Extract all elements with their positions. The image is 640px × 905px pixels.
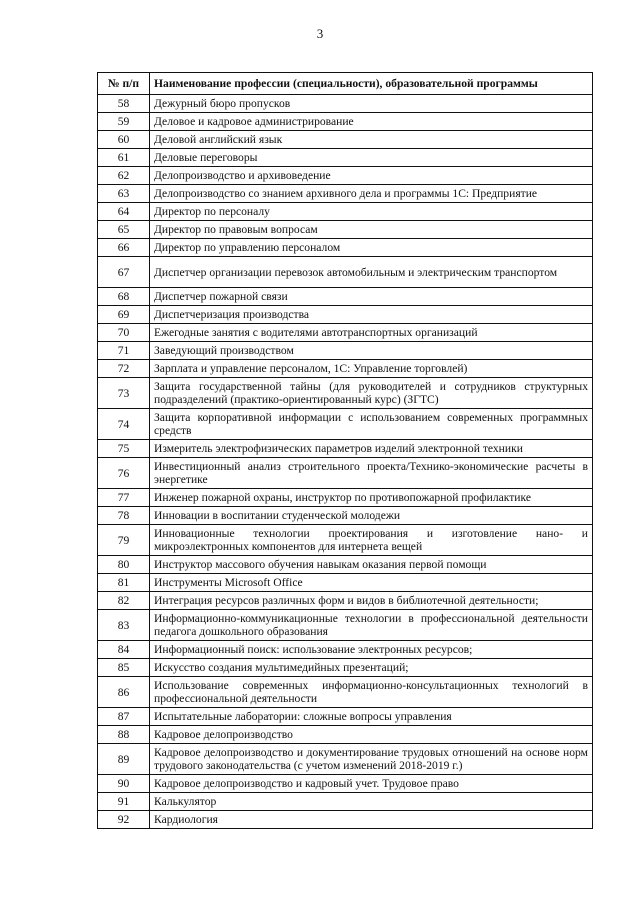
row-program-name: Кадровое делопроизводство — [150, 726, 593, 744]
row-number: 63 — [98, 185, 150, 203]
row-number: 65 — [98, 221, 150, 239]
table-row — [98, 525, 593, 556]
row-number: 75 — [98, 440, 150, 458]
row-number: 83 — [98, 610, 150, 641]
row-number: 90 — [98, 775, 150, 793]
row-program-name: Инструменты Microsoft Office — [150, 574, 593, 592]
row-program-name: Защита корпоративной информации с использованием современных программных средств — [150, 409, 593, 440]
table-row — [98, 489, 593, 507]
row-number: 59 — [98, 113, 150, 131]
table-row — [98, 409, 593, 440]
row-number: 87 — [98, 708, 150, 726]
row-program-name: Делопроизводство и архивоведение — [150, 167, 593, 185]
row-program-name: Кардиология — [150, 811, 593, 829]
table-row — [98, 324, 593, 342]
row-number: 73 — [98, 378, 150, 409]
row-program-name: Инструктор массового обучения навыкам оказания первой помощи — [150, 556, 593, 574]
row-program-name: Информационно-коммуникационные технологии в профессиональной деятельности педагога дошкольного образования — [150, 610, 593, 641]
table-row — [98, 113, 593, 131]
table-header-row — [98, 73, 593, 95]
row-program-name: Инновационные технологии проектирования и изготовление нано- и микроэлектронных компонентов для интернета вещей — [150, 525, 593, 556]
row-number: 84 — [98, 641, 150, 659]
table-row — [98, 306, 593, 324]
table-row — [98, 726, 593, 744]
table-row — [98, 775, 593, 793]
table-row — [98, 592, 593, 610]
table-row — [98, 708, 593, 726]
row-number: 78 — [98, 507, 150, 525]
row-program-name: Диспетчер организации перевозок автомобильным и электрическим транспортом — [150, 257, 593, 288]
row-number: 69 — [98, 306, 150, 324]
row-program-name: Инновации в воспитании студенческой молодежи — [150, 507, 593, 525]
professions-table — [97, 72, 593, 829]
row-number: 76 — [98, 458, 150, 489]
row-program-name: Ежегодные занятия с водителями автотранспортных организаций — [150, 324, 593, 342]
table-row — [98, 167, 593, 185]
row-program-name: Деловое и кадровое администрирование — [150, 113, 593, 131]
row-number: 81 — [98, 574, 150, 592]
table-row — [98, 185, 593, 203]
row-program-name: Искусство создания мультимедийных презентаций; — [150, 659, 593, 677]
row-program-name: Директор по управлению персоналом — [150, 239, 593, 257]
table-row — [98, 221, 593, 239]
row-number: 80 — [98, 556, 150, 574]
row-program-name: Делопроизводство со знанием архивного дела и программы 1С: Предприятие — [150, 185, 593, 203]
table-row — [98, 659, 593, 677]
table-row — [98, 131, 593, 149]
row-number: 89 — [98, 744, 150, 775]
row-number: 91 — [98, 793, 150, 811]
row-number: 85 — [98, 659, 150, 677]
column-header-name: Наименование профессии (специальности), образовательной программы — [150, 73, 593, 95]
row-number: 58 — [98, 95, 150, 113]
row-program-name: Директор по персоналу — [150, 203, 593, 221]
row-program-name: Защита государственной тайны (для руководителей и сотрудников структурных подразделений (практико-ориентированный курс) (ЗГТС) — [150, 378, 593, 409]
table-row — [98, 556, 593, 574]
table-row — [98, 677, 593, 708]
table-row — [98, 378, 593, 409]
row-program-name: Инвестиционный анализ строительного проекта/Технико-экономические расчеты в энергетике — [150, 458, 593, 489]
table-row — [98, 239, 593, 257]
table-row — [98, 203, 593, 221]
row-program-name: Деловые переговоры — [150, 149, 593, 167]
row-program-name: Дежурный бюро пропусков — [150, 95, 593, 113]
table-row — [98, 342, 593, 360]
table-row — [98, 458, 593, 489]
row-number: 70 — [98, 324, 150, 342]
row-program-name: Диспетчер пожарной связи — [150, 288, 593, 306]
row-number: 88 — [98, 726, 150, 744]
page-number: 3 — [316, 26, 324, 41]
row-program-name: Диспетчеризация производства — [150, 306, 593, 324]
table-row — [98, 95, 593, 113]
table-body — [98, 95, 593, 829]
table-row — [98, 149, 593, 167]
row-number: 92 — [98, 811, 150, 829]
row-program-name: Измеритель электрофизических параметров изделий электронной техники — [150, 440, 593, 458]
table-row — [98, 288, 593, 306]
table-row — [98, 360, 593, 378]
table-row — [98, 811, 593, 829]
table-row — [98, 440, 593, 458]
table-row — [98, 574, 593, 592]
row-program-name: Кадровое делопроизводство и кадровый учет. Трудовое право — [150, 775, 593, 793]
row-program-name: Инженер пожарной охраны, инструктор по противопожарной профилактике — [150, 489, 593, 507]
row-number: 79 — [98, 525, 150, 556]
row-program-name: Использование современных информационно-консультационных технологий в профессиональной деятельности — [150, 677, 593, 708]
row-program-name: Кадровое делопроизводство и документирование трудовых отношений на основе норм трудового законодательства (с учетом изменений 2018-2019 г.) — [150, 744, 593, 775]
row-number: 72 — [98, 360, 150, 378]
row-number: 62 — [98, 167, 150, 185]
row-program-name: Зарплата и управление персоналом, 1С: Управление торговлей) — [150, 360, 593, 378]
row-program-name: Испытательные лаборатории: сложные вопросы управления — [150, 708, 593, 726]
row-program-name: Информационный поиск: использование электронных ресурсов; — [150, 641, 593, 659]
table-row — [98, 793, 593, 811]
row-program-name: Заведующий производством — [150, 342, 593, 360]
row-number: 66 — [98, 239, 150, 257]
table-row — [98, 641, 593, 659]
table-row — [98, 610, 593, 641]
row-number: 74 — [98, 409, 150, 440]
row-number: 71 — [98, 342, 150, 360]
row-number: 64 — [98, 203, 150, 221]
table-row — [98, 257, 593, 288]
row-number: 67 — [98, 257, 150, 288]
table-row — [98, 507, 593, 525]
row-number: 77 — [98, 489, 150, 507]
row-number: 68 — [98, 288, 150, 306]
row-program-name: Директор по правовым вопросам — [150, 221, 593, 239]
row-program-name: Калькулятор — [150, 793, 593, 811]
row-number: 60 — [98, 131, 150, 149]
row-number: 82 — [98, 592, 150, 610]
row-program-name: Интеграция ресурсов различных форм и видов в библиотечной деятельности; — [150, 592, 593, 610]
row-program-name: Деловой английский язык — [150, 131, 593, 149]
column-header-number: № п/п — [98, 73, 150, 95]
row-number: 86 — [98, 677, 150, 708]
table-row — [98, 744, 593, 775]
row-number: 61 — [98, 149, 150, 167]
